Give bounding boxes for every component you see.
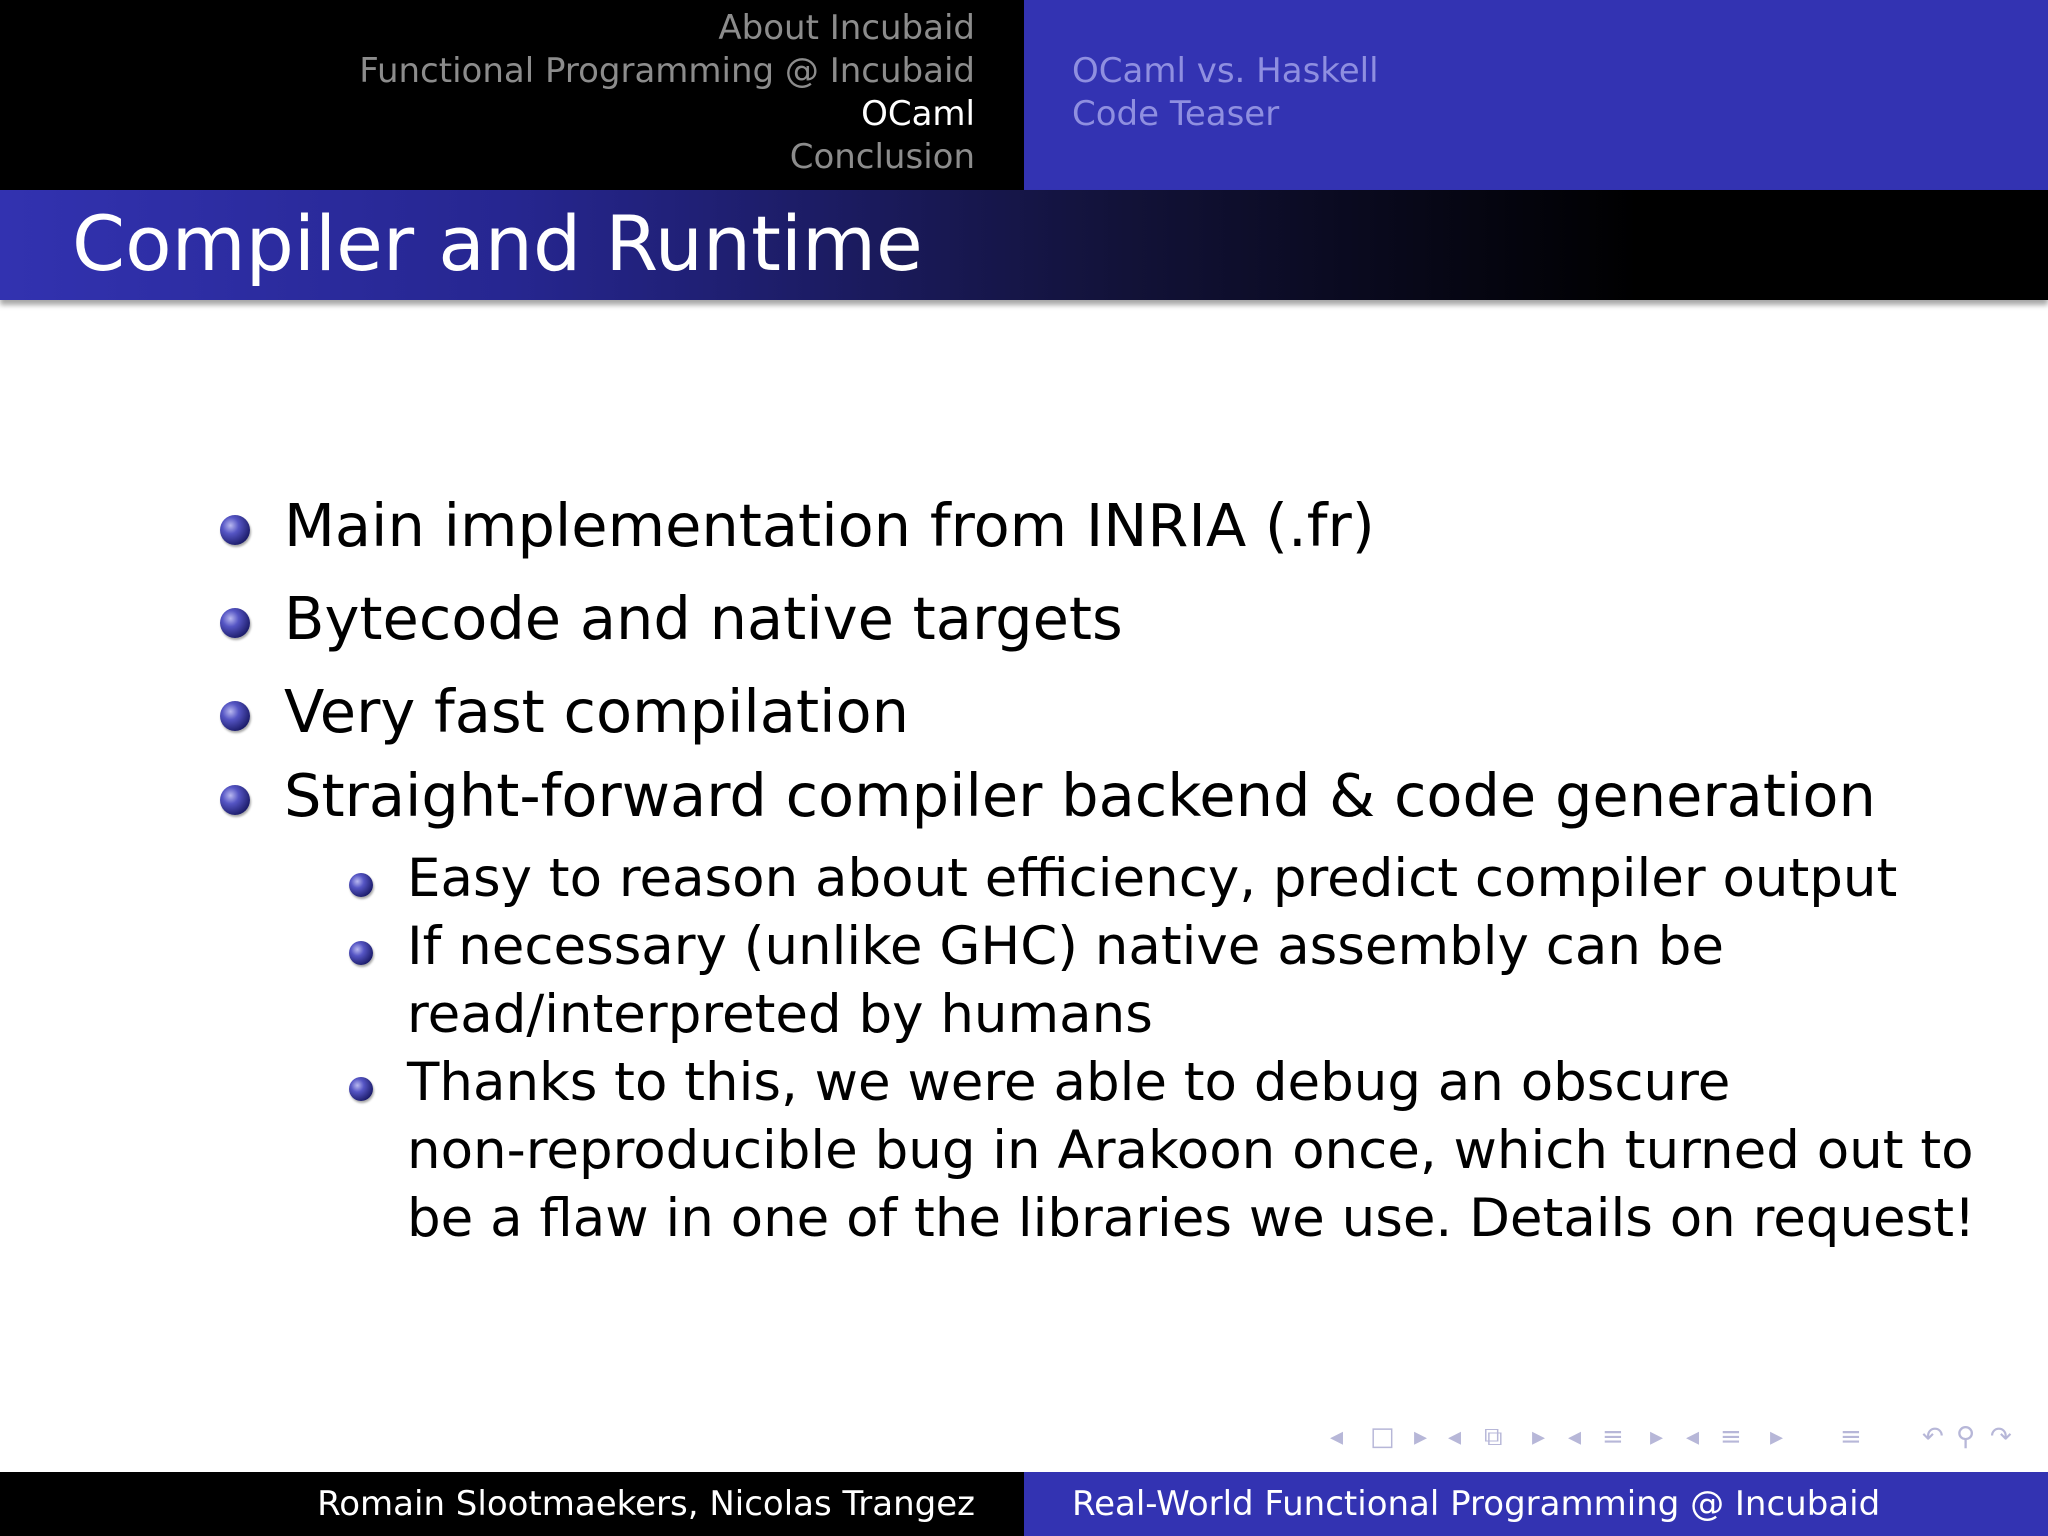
subsection-ocaml-vs-haskell[interactable]: OCaml vs. Haskell <box>1072 51 1379 91</box>
section-next-icon[interactable]: ▸ <box>1650 1422 1664 1452</box>
sub-bullet-line: non-reproducible bug in Arakoon once, which turned out to <box>407 1120 1974 1181</box>
header-sections <box>0 0 1024 190</box>
section-icon[interactable]: ≡ <box>1602 1422 1624 1452</box>
frame-next-icon[interactable]: ▸ <box>1414 1422 1428 1452</box>
section-about-incubaid[interactable]: About Incubaid <box>718 8 975 48</box>
sub-bullet-line: Easy to reason about efficiency, predict compiler output <box>407 848 1898 909</box>
frame-title-bar <box>0 190 2048 300</box>
subsection-prev-icon[interactable]: ◂ <box>1448 1422 1462 1452</box>
subsection-list <box>1072 50 1379 136</box>
sub-bullet-line: be a flaw in one of the libraries we use. Details on request! <box>407 1188 1976 1249</box>
sub-bullet-item <box>407 913 1724 1049</box>
sub-bullet-item <box>407 845 1897 913</box>
search-icon[interactable]: ⚲ <box>1956 1422 1976 1452</box>
frame-prev-icon[interactable]: ◂ <box>1330 1422 1344 1452</box>
undo-icon[interactable]: ↶ <box>1922 1422 1944 1452</box>
redo-icon[interactable]: ↷ <box>1990 1422 2012 1452</box>
frame-icon[interactable]: □ <box>1370 1422 1395 1452</box>
bullet-item: Main implementation from INRIA (.fr) <box>284 491 1375 560</box>
bullet-icon <box>220 515 250 545</box>
bullet-icon <box>220 608 250 638</box>
subsection-next-icon[interactable]: ▸ <box>1532 1422 1546 1452</box>
sub-bullet-line: read/interpreted by humans <box>407 984 1153 1045</box>
section-prev-icon[interactable]: ◂ <box>1568 1422 1582 1452</box>
header-subsections <box>1024 0 2048 190</box>
sub-bullet-icon <box>349 941 373 965</box>
document-next-icon[interactable]: ▸ <box>1770 1422 1784 1452</box>
sub-bullet-line: If necessary (unlike GHC) native assembly can be <box>407 916 1725 977</box>
footer-authors: Romain Slootmaekers, Nicolas Trangez <box>317 1484 975 1524</box>
bullet-item: Bytecode and native targets <box>284 584 1123 653</box>
document-prev-icon[interactable]: ◂ <box>1686 1422 1700 1452</box>
document-icon[interactable]: ≡ <box>1720 1422 1742 1452</box>
sub-bullet-item <box>407 1049 1975 1253</box>
section-list <box>359 7 975 179</box>
sub-bullet-icon <box>349 873 373 897</box>
sub-bullet-icon <box>349 1077 373 1101</box>
section-functional-programming[interactable]: Functional Programming @ Incubaid <box>359 51 975 91</box>
outline-icon[interactable]: ≡ <box>1840 1422 1862 1452</box>
section-ocaml[interactable]: OCaml <box>861 94 975 134</box>
bullet-icon <box>220 785 250 815</box>
footer-authors-bar <box>0 1472 1024 1536</box>
bullet-item: Very fast compilation <box>284 677 909 746</box>
footer-talk-title: Real-World Functional Programming @ Incubaid <box>1072 1484 1881 1524</box>
sub-bullet-line: Thanks to this, we were able to debug an obscure <box>407 1052 1731 1113</box>
frame-title: Compiler and Runtime <box>72 199 923 288</box>
footer-title-bar <box>1024 1472 2048 1536</box>
subsection-icon[interactable]: ⧉ <box>1484 1422 1503 1452</box>
bullet-item: Straight-forward compiler backend & code generation <box>284 761 1876 830</box>
bullet-icon <box>220 701 250 731</box>
section-conclusion[interactable]: Conclusion <box>789 137 975 177</box>
subsection-code-teaser[interactable]: Code Teaser <box>1072 94 1280 134</box>
